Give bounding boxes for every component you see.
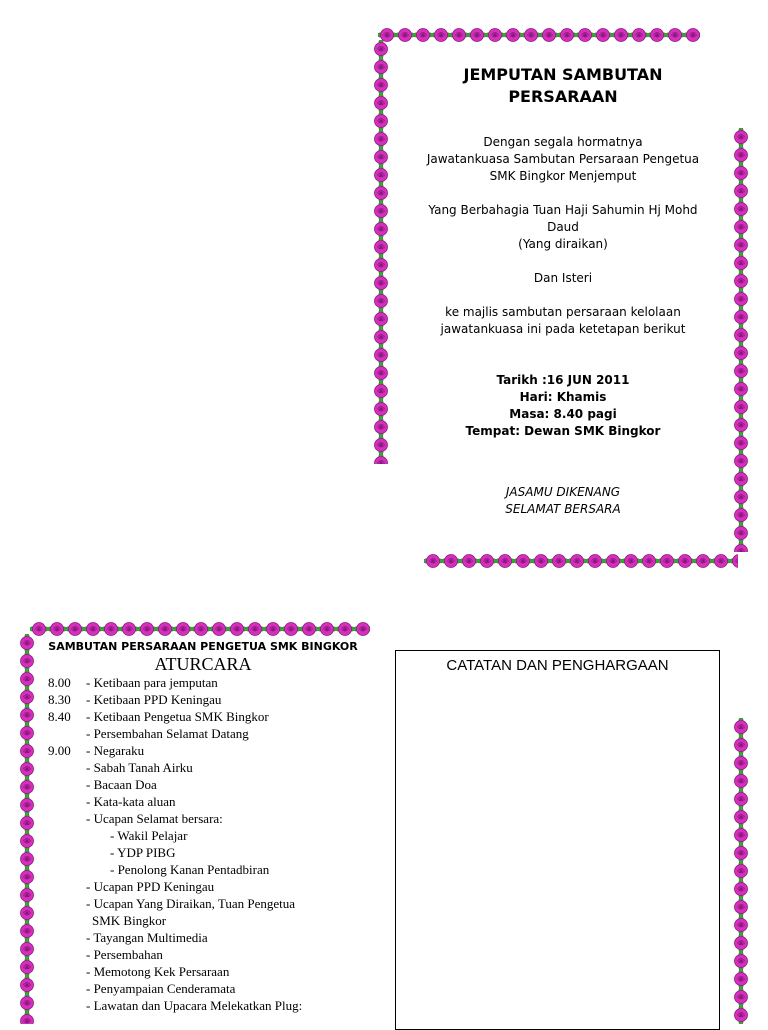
list-item: - Persembahan xyxy=(86,947,163,962)
list-item: - Penyampaian Cenderamata xyxy=(86,981,236,996)
programme-list xyxy=(48,674,368,1014)
event-time: Masa: 8.40 pagi xyxy=(509,407,617,421)
list-item: - Tayangan Multimedia xyxy=(86,930,208,945)
guest-name: Daud xyxy=(547,220,579,234)
list-item: 9.00 - Negaraku xyxy=(48,743,145,758)
programme-header: SAMBUTAN PERSARAAN PENGETUA SMK BINGKOR xyxy=(48,640,358,653)
event-venue: Tempat: Dewan SMK Bingkor xyxy=(465,424,661,438)
flower-border-invite-left xyxy=(372,40,390,464)
flower-border-invite-top xyxy=(378,26,700,44)
flower-border-programme-top xyxy=(30,620,370,638)
intro-line: SMK Bingkor Menjemput xyxy=(489,169,637,183)
list-item: SMK Bingkor xyxy=(92,913,167,928)
list-item: - Memotong Kek Persaraan xyxy=(86,964,230,979)
intro-line: Dengan segala hormatnya xyxy=(483,135,643,149)
flower-border-invite-bottom xyxy=(424,552,738,570)
event-day: Hari: Khamis xyxy=(519,390,607,404)
list-item: 8.00 - Ketibaan para jemputan xyxy=(48,675,218,690)
intro-line: Jawatankuasa Sambutan Persaraan Pengetua xyxy=(426,152,700,166)
flower-border-notes-right xyxy=(732,718,750,1024)
list-item: - Bacaan Doa xyxy=(86,777,157,792)
flower-border-programme-left xyxy=(18,634,36,1024)
closing-line: JASAMU DIKENANG xyxy=(505,485,621,499)
list-item: - YDP PIBG xyxy=(110,845,176,860)
event-line: ke majlis sambutan persaraan kelolaan xyxy=(445,305,681,319)
list-item: - Kata-kata aluan xyxy=(86,794,176,809)
list-item: - Ucapan Selamat bersara: xyxy=(86,811,223,826)
guest-role: (Yang diraikan) xyxy=(518,237,608,251)
list-item: - Ucapan PPD Keningau xyxy=(86,879,215,894)
flower-border-invite-right xyxy=(732,128,750,552)
event-date: Tarikh :16 JUN 2011 xyxy=(496,373,630,387)
invitation-card xyxy=(410,60,716,518)
list-item: - Penolong Kanan Pentadbiran xyxy=(110,862,270,877)
programme-section xyxy=(48,640,368,1014)
list-item: - Wakil Pelajar xyxy=(110,828,188,843)
list-item: 8.30 - Ketibaan PPD Keningau xyxy=(48,692,222,707)
list-item: - Lawatan dan Upacara Melekatkan Plug: xyxy=(86,998,303,1013)
guest-name: Yang Berbahagia Tuan Haji Sahumin Hj Mohd xyxy=(428,203,698,217)
list-item: - Sabah Tanah Airku xyxy=(86,760,193,775)
notes-title: CATATAN DAN PENGHARGAAN xyxy=(446,657,669,674)
list-item: - Ucapan Yang Diraikan, Tuan Pengetua xyxy=(86,896,296,911)
list-item: 8.40 - Ketibaan Pengetua SMK Bingkor xyxy=(48,709,269,724)
invitation-title: JEMPUTAN SAMBUTAN PERSARAAN xyxy=(463,65,663,106)
list-item: - Persembahan Selamat Datang xyxy=(86,726,249,741)
programme-title: ATURCARA xyxy=(154,654,252,674)
notes-box xyxy=(395,650,720,1030)
spouse-line: Dan Isteri xyxy=(533,271,593,285)
closing-line: SELAMAT BERSARA xyxy=(505,502,621,516)
event-line: jawatankuasa ini pada ketetapan berikut xyxy=(440,322,686,336)
